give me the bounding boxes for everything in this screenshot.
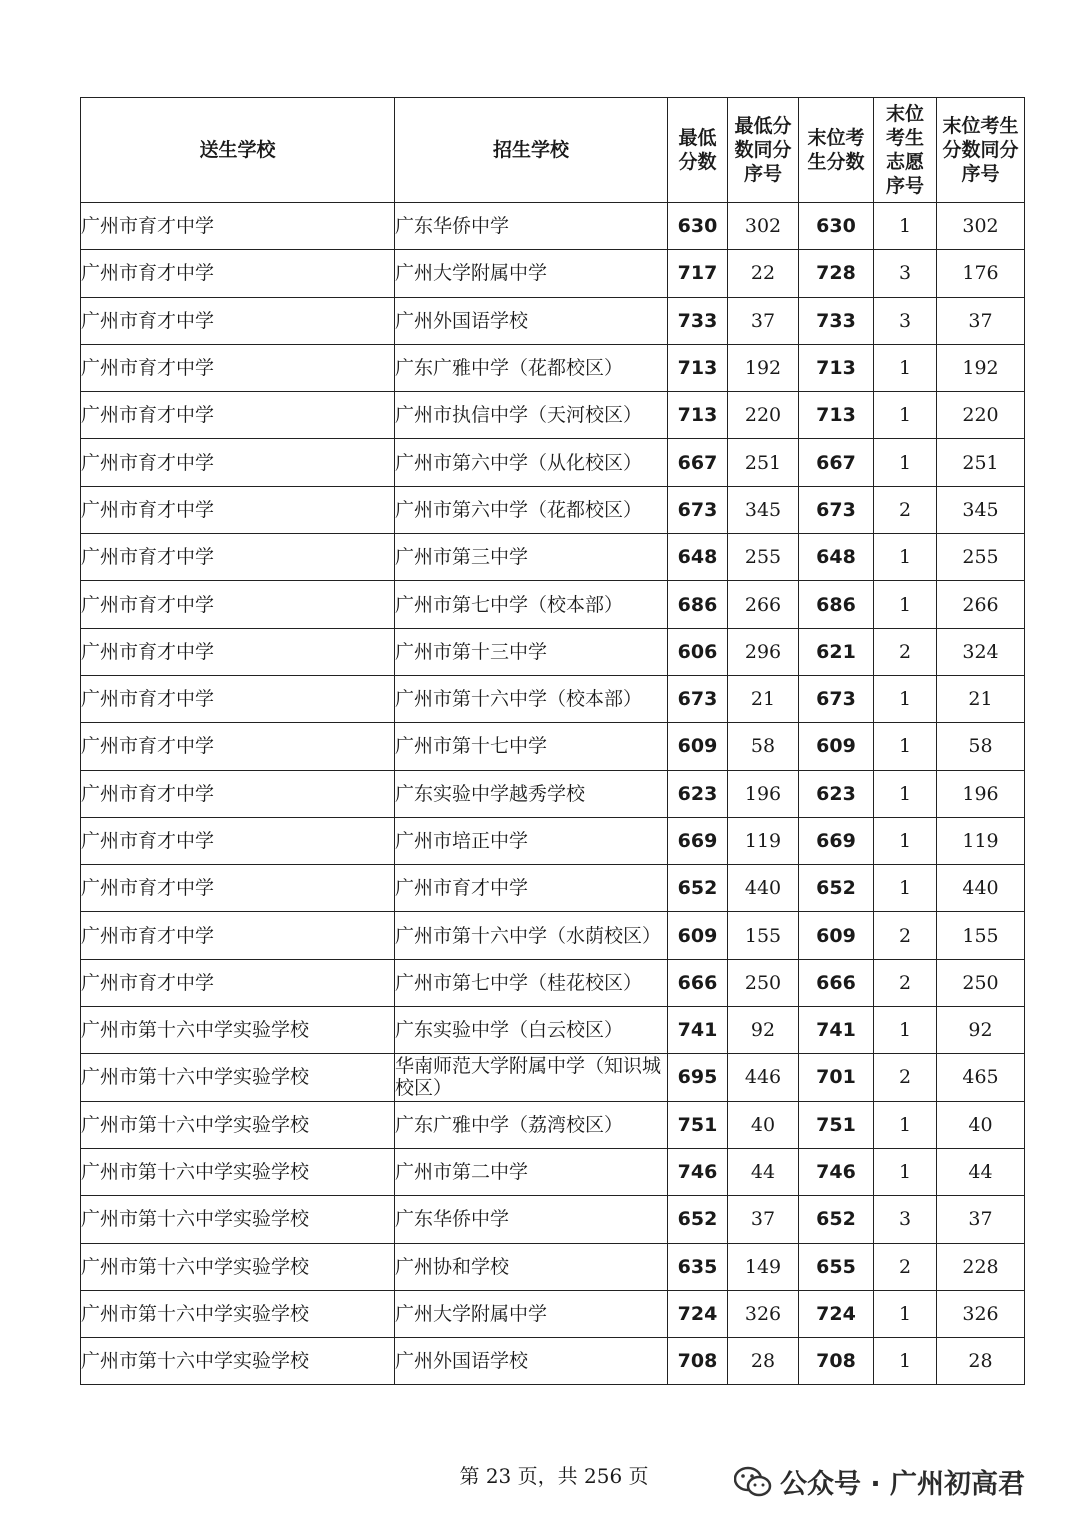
table-row xyxy=(81,392,1025,439)
cell-min-score: 708 xyxy=(668,1338,728,1385)
cell-last-choice: 1 xyxy=(874,1007,937,1054)
cell-min-score-rank: 220 xyxy=(728,392,799,439)
cell-min-score: 713 xyxy=(668,344,728,391)
cell-min-score: 673 xyxy=(668,486,728,533)
cell-recruit-school: 广州市第三中学 xyxy=(395,534,668,581)
cell-recruit-school: 广州大学附属中学 xyxy=(395,1290,668,1337)
cell-last-score: 630 xyxy=(799,203,874,250)
cell-last-choice: 1 xyxy=(874,439,937,486)
cell-last-choice: 2 xyxy=(874,912,937,959)
cell-last-rank: 92 xyxy=(937,1007,1025,1054)
cell-send-school: 广州市育才中学 xyxy=(81,392,395,439)
cell-last-choice: 3 xyxy=(874,250,937,297)
cell-send-school: 广州市育才中学 xyxy=(81,534,395,581)
cell-last-choice: 1 xyxy=(874,865,937,912)
cell-last-rank: 21 xyxy=(937,675,1025,722)
table-row xyxy=(81,1101,1025,1148)
cell-min-score: 724 xyxy=(668,1290,728,1337)
cell-min-score-rank: 92 xyxy=(728,1007,799,1054)
table-row xyxy=(81,817,1025,864)
cell-last-rank: 37 xyxy=(937,297,1025,344)
cell-min-score-rank: 446 xyxy=(728,1054,799,1101)
cell-min-score: 741 xyxy=(668,1007,728,1054)
table-row xyxy=(81,1148,1025,1195)
cell-min-score: 630 xyxy=(668,203,728,250)
cell-send-school: 广州市育才中学 xyxy=(81,581,395,628)
cell-last-rank: 324 xyxy=(937,628,1025,675)
cell-min-score: 606 xyxy=(668,628,728,675)
cell-last-score: 746 xyxy=(799,1148,874,1195)
cell-last-rank: 58 xyxy=(937,723,1025,770)
cell-min-score: 686 xyxy=(668,581,728,628)
cell-send-school: 广州市育才中学 xyxy=(81,297,395,344)
cell-min-score-rank: 192 xyxy=(728,344,799,391)
cell-last-rank: 192 xyxy=(937,344,1025,391)
cell-last-score: 673 xyxy=(799,675,874,722)
cell-last-rank: 440 xyxy=(937,865,1025,912)
cell-send-school: 广州市育才中学 xyxy=(81,959,395,1006)
cell-min-score-rank: 37 xyxy=(728,1196,799,1243)
cell-last-rank: 266 xyxy=(937,581,1025,628)
cell-recruit-school: 广东华侨中学 xyxy=(395,1196,668,1243)
cell-min-score: 609 xyxy=(668,723,728,770)
cell-min-score: 652 xyxy=(668,1196,728,1243)
cell-last-choice: 2 xyxy=(874,1243,937,1290)
cell-recruit-school: 广东华侨中学 xyxy=(395,203,668,250)
cell-recruit-school: 广东实验中学越秀学校 xyxy=(395,770,668,817)
cell-send-school: 广州市育才中学 xyxy=(81,770,395,817)
cell-min-score-rank: 58 xyxy=(728,723,799,770)
cell-min-score-rank: 155 xyxy=(728,912,799,959)
cell-last-rank: 465 xyxy=(937,1054,1025,1101)
cell-send-school: 广州市育才中学 xyxy=(81,344,395,391)
cell-last-score: 751 xyxy=(799,1101,874,1148)
cell-last-choice: 2 xyxy=(874,486,937,533)
cell-send-school: 广州市育才中学 xyxy=(81,628,395,675)
cell-send-school: 广州市育才中学 xyxy=(81,723,395,770)
cell-recruit-school: 广州市第七中学（桂花校区） xyxy=(395,959,668,1006)
cell-min-score: 695 xyxy=(668,1054,728,1101)
cell-min-score-rank: 28 xyxy=(728,1338,799,1385)
cell-last-rank: 196 xyxy=(937,770,1025,817)
cell-send-school: 广州市育才中学 xyxy=(81,912,395,959)
table-row xyxy=(81,203,1025,250)
table-header-row xyxy=(81,98,1025,203)
cell-recruit-school: 广州市执信中学（天河校区） xyxy=(395,392,668,439)
cell-last-choice: 1 xyxy=(874,1101,937,1148)
cell-last-rank: 251 xyxy=(937,439,1025,486)
cell-min-score: 609 xyxy=(668,912,728,959)
cell-last-choice: 1 xyxy=(874,1290,937,1337)
cell-send-school: 广州市第十六中学实验学校 xyxy=(81,1148,395,1195)
cell-send-school: 广州市第十六中学实验学校 xyxy=(81,1054,395,1101)
cell-recruit-school: 广州市第二中学 xyxy=(395,1148,668,1195)
cell-send-school: 广州市第十六中学实验学校 xyxy=(81,1101,395,1148)
cell-send-school: 广州市育才中学 xyxy=(81,865,395,912)
cell-last-choice: 1 xyxy=(874,675,937,722)
table-row xyxy=(81,534,1025,581)
cell-last-score: 713 xyxy=(799,344,874,391)
header-min-score-rank: 最低分数同分序号 xyxy=(728,98,799,203)
table-row xyxy=(81,912,1025,959)
cell-last-score: 666 xyxy=(799,959,874,1006)
cell-min-score-rank: 251 xyxy=(728,439,799,486)
cell-last-rank: 119 xyxy=(937,817,1025,864)
cell-recruit-school: 广州市第十六中学（水荫校区） xyxy=(395,912,668,959)
cell-min-score-rank: 302 xyxy=(728,203,799,250)
cell-last-score: 733 xyxy=(799,297,874,344)
cell-last-score: 713 xyxy=(799,392,874,439)
cell-min-score-rank: 119 xyxy=(728,817,799,864)
cell-min-score: 746 xyxy=(668,1148,728,1195)
cell-min-score: 652 xyxy=(668,865,728,912)
cell-min-score: 666 xyxy=(668,959,728,1006)
cell-min-score-rank: 266 xyxy=(728,581,799,628)
header-last-rank: 末位考生分数同分序号 xyxy=(937,98,1025,203)
cell-send-school: 广州市第十六中学实验学校 xyxy=(81,1290,395,1337)
cell-last-choice: 1 xyxy=(874,581,937,628)
cell-send-school: 广州市第十六中学实验学校 xyxy=(81,1338,395,1385)
cell-last-score: 621 xyxy=(799,628,874,675)
cell-send-school: 广州市育才中学 xyxy=(81,439,395,486)
cell-last-score: 669 xyxy=(799,817,874,864)
cell-last-choice: 3 xyxy=(874,1196,937,1243)
cell-last-choice: 3 xyxy=(874,297,937,344)
cell-last-rank: 326 xyxy=(937,1290,1025,1337)
cell-recruit-school: 广东广雅中学（荔湾校区） xyxy=(395,1101,668,1148)
table-row xyxy=(81,439,1025,486)
cell-last-score: 708 xyxy=(799,1338,874,1385)
cell-recruit-school: 广州市第十六中学（校本部） xyxy=(395,675,668,722)
cell-min-score: 669 xyxy=(668,817,728,864)
cell-min-score-rank: 326 xyxy=(728,1290,799,1337)
table-row xyxy=(81,297,1025,344)
cell-min-score-rank: 250 xyxy=(728,959,799,1006)
cell-min-score: 635 xyxy=(668,1243,728,1290)
watermark xyxy=(734,1462,1025,1501)
table-row xyxy=(81,581,1025,628)
cell-min-score-rank: 40 xyxy=(728,1101,799,1148)
cell-last-score: 623 xyxy=(799,770,874,817)
cell-recruit-school: 华南师范大学附属中学（知识城校区） xyxy=(395,1054,668,1101)
header-last-choice: 末位考生志愿序号 xyxy=(874,98,937,203)
table-row xyxy=(81,723,1025,770)
cell-recruit-school: 广州市第七中学（校本部） xyxy=(395,581,668,628)
cell-last-score: 652 xyxy=(799,1196,874,1243)
cell-recruit-school: 广州市第六中学（花都校区） xyxy=(395,486,668,533)
cell-send-school: 广州市育才中学 xyxy=(81,817,395,864)
table-row xyxy=(81,959,1025,1006)
cell-last-choice: 2 xyxy=(874,959,937,1006)
cell-last-score: 648 xyxy=(799,534,874,581)
cell-last-rank: 255 xyxy=(937,534,1025,581)
table-row xyxy=(81,865,1025,912)
cell-min-score-rank: 22 xyxy=(728,250,799,297)
cell-last-score: 609 xyxy=(799,723,874,770)
cell-last-rank: 176 xyxy=(937,250,1025,297)
cell-last-choice: 2 xyxy=(874,628,937,675)
cell-last-choice: 1 xyxy=(874,817,937,864)
table-row xyxy=(81,250,1025,297)
table-row xyxy=(81,1243,1025,1290)
cell-recruit-school: 广东实验中学（白云校区） xyxy=(395,1007,668,1054)
wechat-icon xyxy=(734,1466,772,1498)
table-row xyxy=(81,1338,1025,1385)
cell-recruit-school: 广州市第十七中学 xyxy=(395,723,668,770)
cell-last-rank: 345 xyxy=(937,486,1025,533)
cell-last-rank: 37 xyxy=(937,1196,1025,1243)
cell-last-rank: 40 xyxy=(937,1101,1025,1148)
cell-recruit-school: 广东广雅中学（花都校区） xyxy=(395,344,668,391)
cell-min-score: 648 xyxy=(668,534,728,581)
cell-min-score-rank: 37 xyxy=(728,297,799,344)
cell-last-score: 667 xyxy=(799,439,874,486)
cell-min-score-rank: 196 xyxy=(728,770,799,817)
table-row xyxy=(81,486,1025,533)
cell-send-school: 广州市第十六中学实验学校 xyxy=(81,1243,395,1290)
cell-last-rank: 220 xyxy=(937,392,1025,439)
cell-recruit-school: 广州市第十三中学 xyxy=(395,628,668,675)
cell-last-choice: 1 xyxy=(874,1338,937,1385)
table-row xyxy=(81,344,1025,391)
cell-last-score: 741 xyxy=(799,1007,874,1054)
cell-min-score-rank: 296 xyxy=(728,628,799,675)
cell-last-score: 724 xyxy=(799,1290,874,1337)
admission-score-table xyxy=(80,97,1025,1385)
header-last-score: 末位考生分数 xyxy=(799,98,874,203)
cell-last-score: 655 xyxy=(799,1243,874,1290)
cell-last-choice: 1 xyxy=(874,344,937,391)
cell-min-score: 717 xyxy=(668,250,728,297)
cell-last-choice: 1 xyxy=(874,534,937,581)
cell-min-score-rank: 44 xyxy=(728,1148,799,1195)
cell-last-score: 701 xyxy=(799,1054,874,1101)
cell-last-rank: 250 xyxy=(937,959,1025,1006)
header-recruit-school: 招生学校 xyxy=(395,98,668,203)
cell-send-school: 广州市第十六中学实验学校 xyxy=(81,1196,395,1243)
cell-min-score-rank: 149 xyxy=(728,1243,799,1290)
cell-min-score-rank: 440 xyxy=(728,865,799,912)
cell-recruit-school: 广州外国语学校 xyxy=(395,297,668,344)
cell-recruit-school: 广州外国语学校 xyxy=(395,1338,668,1385)
cell-min-score: 623 xyxy=(668,770,728,817)
cell-last-score: 686 xyxy=(799,581,874,628)
cell-min-score-rank: 255 xyxy=(728,534,799,581)
cell-last-choice: 1 xyxy=(874,392,937,439)
cell-last-rank: 44 xyxy=(937,1148,1025,1195)
cell-last-rank: 228 xyxy=(937,1243,1025,1290)
cell-last-choice: 1 xyxy=(874,203,937,250)
cell-last-score: 609 xyxy=(799,912,874,959)
header-send-school: 送生学校 xyxy=(81,98,395,203)
cell-recruit-school: 广州协和学校 xyxy=(395,1243,668,1290)
cell-last-choice: 1 xyxy=(874,770,937,817)
cell-min-score: 733 xyxy=(668,297,728,344)
cell-last-choice: 1 xyxy=(874,723,937,770)
cell-recruit-school: 广州市育才中学 xyxy=(395,865,668,912)
cell-last-rank: 155 xyxy=(937,912,1025,959)
header-min-score: 最低分数 xyxy=(668,98,728,203)
cell-min-score: 751 xyxy=(668,1101,728,1148)
table-row xyxy=(81,1196,1025,1243)
table-row xyxy=(81,1007,1025,1054)
cell-min-score: 713 xyxy=(668,392,728,439)
cell-send-school: 广州市育才中学 xyxy=(81,250,395,297)
cell-send-school: 广州市育才中学 xyxy=(81,675,395,722)
page-number: 第 23 页，共 256 页 xyxy=(459,1464,649,1488)
cell-recruit-school: 广州市第六中学（从化校区） xyxy=(395,439,668,486)
table-row xyxy=(81,1290,1025,1337)
cell-min-score: 673 xyxy=(668,675,728,722)
cell-last-choice: 2 xyxy=(874,1054,937,1101)
cell-last-rank: 302 xyxy=(937,203,1025,250)
table-row xyxy=(81,675,1025,722)
cell-send-school: 广州市育才中学 xyxy=(81,486,395,533)
cell-last-score: 673 xyxy=(799,486,874,533)
cell-min-score: 667 xyxy=(668,439,728,486)
cell-recruit-school: 广州市培正中学 xyxy=(395,817,668,864)
cell-last-score: 728 xyxy=(799,250,874,297)
cell-send-school: 广州市第十六中学实验学校 xyxy=(81,1007,395,1054)
cell-recruit-school: 广州大学附属中学 xyxy=(395,250,668,297)
cell-last-score: 652 xyxy=(799,865,874,912)
cell-min-score-rank: 21 xyxy=(728,675,799,722)
cell-last-rank: 28 xyxy=(937,1338,1025,1385)
cell-min-score-rank: 345 xyxy=(728,486,799,533)
cell-send-school: 广州市育才中学 xyxy=(81,203,395,250)
table-body xyxy=(81,203,1025,1385)
table-row xyxy=(81,1054,1025,1101)
cell-last-choice: 1 xyxy=(874,1148,937,1195)
table-row xyxy=(81,628,1025,675)
watermark-text: 公众号 · 广州初高君 xyxy=(780,1469,1026,1500)
table-row xyxy=(81,770,1025,817)
